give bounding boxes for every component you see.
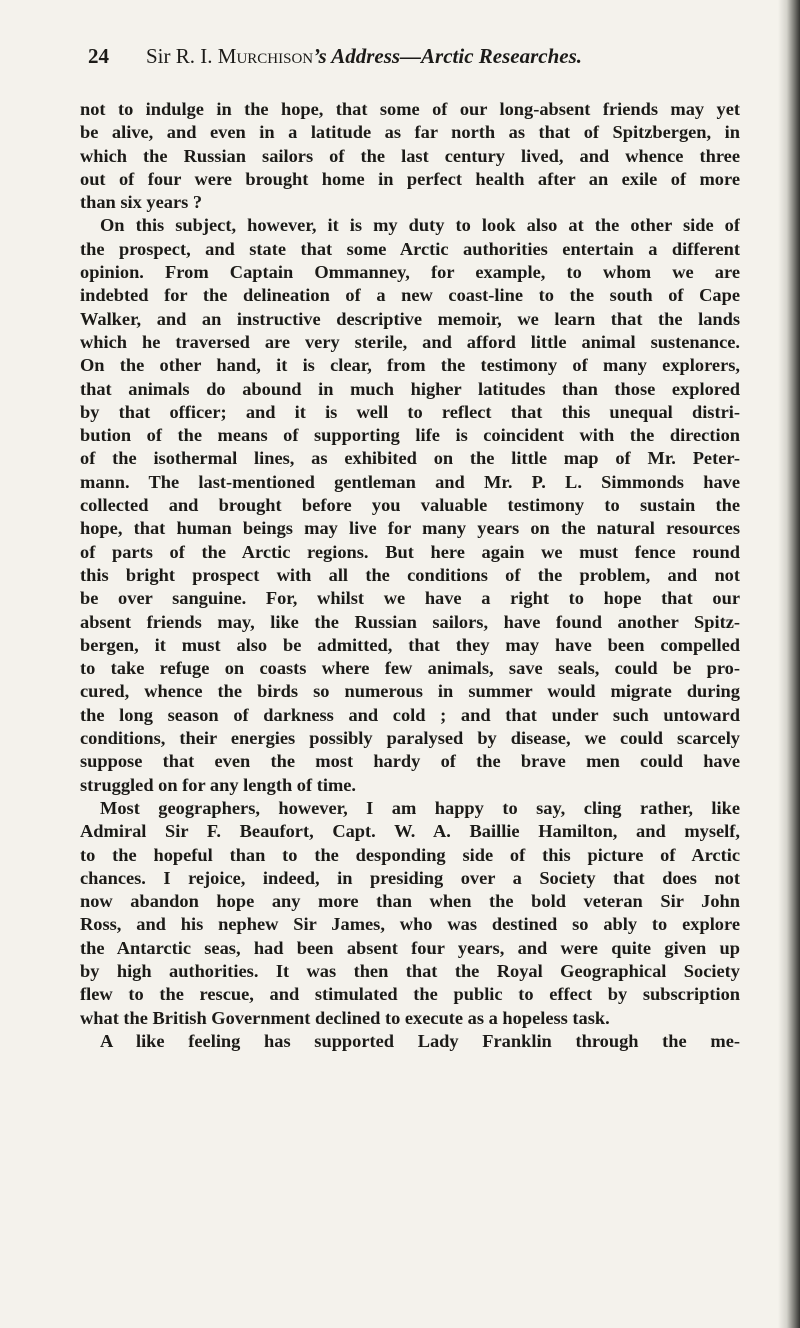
text-line: chances. I rejoice, indeed, in presiding over a Society that does not: [80, 867, 740, 888]
text-line: by that officer; and it is well to reflect that this unequal distri-: [80, 401, 740, 422]
text-line: collected and brought before you valuable testimony to sustain the: [80, 495, 740, 516]
author-suffix: ’s: [313, 44, 332, 68]
text-line: than six years ?: [80, 192, 203, 213]
text-line: flew to the rescue, and stimulated the public to effect by subscription: [80, 984, 740, 1005]
text-line: out of four were brought home in perfect health after an exile of more: [80, 168, 740, 189]
text-line: Walker, and an instructive descriptive memoir, we learn that the lands: [80, 308, 740, 329]
text-line: of parts of the Arctic regions. But here again we must fence round: [80, 541, 740, 562]
text-line: the prospect, and state that some Arctic authorities entertain a different: [80, 238, 740, 259]
text-line: bergen, it must also be admitted, that they may have been compelled: [80, 634, 740, 655]
text-line: On the other hand, it is clear, from the testimony of many explorers,: [80, 355, 740, 376]
text-line: by high authorities. It was then that the Royal Geographical Society: [80, 960, 740, 981]
page-edge-shadow: [778, 0, 800, 1328]
text-line: Admiral Sir F. Beaufort, Capt. W. A. Baillie Hamilton, and myself,: [80, 821, 740, 842]
text-line: to the hopeful than to the desponding side of this picture of Arctic: [80, 844, 740, 865]
text-line: hope, that human beings may live for many years on the natural resources: [80, 518, 740, 539]
text-line: be over sanguine. For, whilst we have a right to hope that our: [80, 588, 740, 609]
text-line: to take refuge on coasts where few animals, save seals, could be pro-: [80, 658, 740, 679]
text-line: of the isothermal lines, as exhibited on the little map of Mr. Peter-: [80, 448, 740, 469]
text-line: conditions, their energies possibly paralysed by disease, we could scarcely: [80, 728, 740, 749]
page-number: 24: [88, 44, 109, 68]
text-line: the Antarctic seas, had been absent four years, and were quite given up: [80, 937, 740, 958]
text-line: struggled on for any length of time.: [80, 774, 357, 795]
text-line: suppose that even the most hardy of the brave men could have: [80, 751, 740, 772]
text-line: not to indulge in the hope, that some of our long-absent friends may yet: [80, 99, 740, 119]
text-line: which the Russian sailors of the last century lived, and whence three: [80, 145, 740, 166]
text-line: Most geographers, however, I am happy to say, cling rather, like: [100, 797, 740, 818]
body-text: [80, 98, 740, 1053]
text-line: what the British Government declined to execute as a hopeless task.: [80, 1007, 610, 1028]
text-line: mann. The last-mentioned gentleman and Mr. P. L. Simmonds have: [80, 471, 740, 492]
author-name: Murchison: [217, 44, 314, 68]
text-line: this bright prospect with all the conditions of the problem, and not: [80, 564, 740, 585]
running-title: Address—Arctic Researches.: [331, 44, 583, 68]
text-line: A like feeling has supported Lady Franklin through the me-: [100, 1030, 740, 1051]
running-head: [146, 44, 582, 69]
text-line: On this subject, however, it is my duty to look also at the other side of: [100, 215, 740, 236]
page-header: [88, 44, 740, 74]
text-line: bution of the means of supporting life is coincident with the direction: [80, 425, 740, 446]
text-line: the long season of darkness and cold ; and that under such untoward: [80, 704, 740, 725]
text-line: be alive, and even in a latitude as far north as that of Spitzbergen, in: [80, 122, 740, 143]
text-line: absent friends may, like the Russian sailors, have found another Spitz-: [80, 611, 740, 632]
text-line: cured, whence the birds so numerous in summer would migrate during: [80, 681, 740, 702]
text-line: that animals do abound in much higher latitudes than those explored: [80, 378, 740, 399]
text-line: now abandon hope any more than when the bold veteran Sir John: [80, 891, 740, 912]
text-line: Ross, and his nephew Sir James, who was destined so ably to explore: [80, 914, 740, 935]
text-line: indebted for the delineation of a new coast-line to the south of Cape: [80, 285, 740, 306]
text-line: which he traversed are very sterile, and afford little animal sustenance.: [80, 331, 740, 352]
text-line: opinion. From Captain Ommanney, for example, to whom we are: [80, 262, 740, 283]
author-prefix: Sir R. I.: [146, 44, 218, 68]
